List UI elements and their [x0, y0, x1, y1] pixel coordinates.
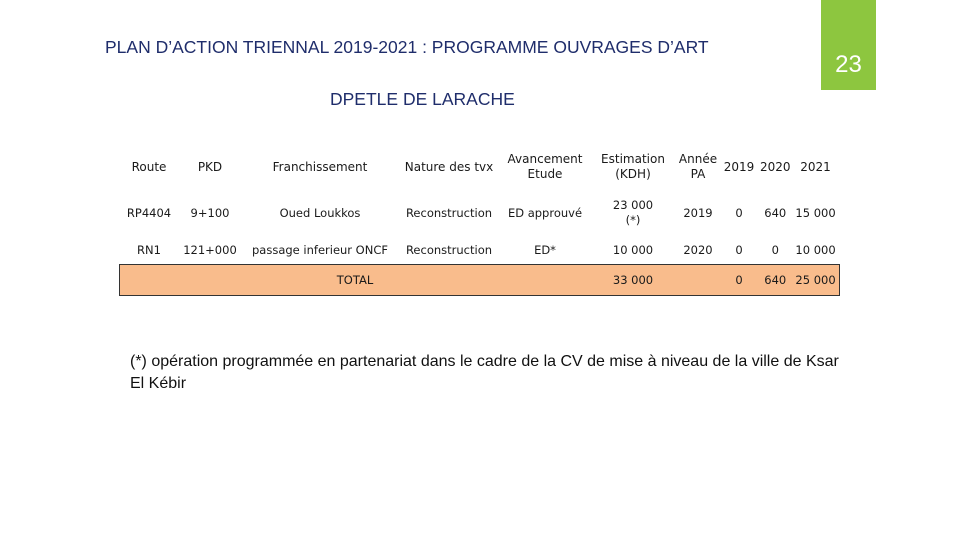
header-avancement-line1: Avancement — [507, 152, 583, 166]
total-annee — [676, 265, 720, 295]
header-annee-line2: PA — [690, 167, 706, 181]
page-number-badge — [821, 0, 876, 90]
cell-2021: 15 000 — [795, 205, 836, 220]
cell-estimation-value: 23 000 — [612, 198, 654, 212]
header-pkd: PKD — [197, 159, 223, 174]
cell-2019: 0 — [735, 205, 743, 220]
cell-estimation — [590, 191, 676, 235]
total-estimation: 33 000 — [590, 265, 676, 295]
table-row — [120, 191, 839, 235]
header-estimation — [590, 143, 676, 191]
header-nature: Nature des tvx — [404, 159, 494, 174]
header-estimation-line2: (KDH) — [615, 167, 651, 181]
cell-pkd: 9+100 — [190, 205, 230, 220]
header-annee-line1: Année — [678, 152, 718, 166]
cell-nature: Reconstruction — [405, 242, 493, 257]
table-header-row — [120, 143, 839, 191]
cell-2021: 10 000 — [795, 242, 836, 257]
cell-estimation-note: (*) — [625, 213, 641, 227]
cell-avancement: ED* — [534, 242, 556, 257]
header-franchissement: Franchissement — [272, 159, 368, 174]
header-2019: 2019 — [723, 159, 755, 174]
footnote: (*) opération programmée en partenariat dans le cadre de la CV de mise à niveau de la ville de Ksar El Kébir — [130, 353, 839, 392]
header-route: Route — [131, 159, 167, 174]
total-2021: 25 000 — [793, 265, 839, 295]
total-2019: 0 — [720, 265, 758, 295]
cell-avancement: ED approuvé — [507, 205, 583, 220]
header-2021: 2021 — [800, 159, 831, 174]
cell-estimation: 10 000 — [612, 242, 654, 257]
table-row — [120, 235, 839, 265]
slide-title: PLAN D’ACTION TRIENNAL 2019-2021 : PROGRAMME OUVRAGES D’ART — [105, 37, 709, 57]
total-2020: 640 — [758, 265, 793, 295]
cell-nature: Reconstruction — [405, 205, 493, 220]
cell-franchissement: passage inferieur ONCF — [252, 242, 388, 257]
header-annee — [676, 143, 720, 191]
header-2020: 2020 — [760, 159, 791, 174]
cell-2019: 0 — [735, 242, 743, 257]
ouvrages-table — [120, 143, 839, 295]
table-total-row — [120, 265, 839, 295]
cell-2020: 0 — [771, 242, 779, 257]
cell-2020: 640 — [764, 205, 787, 220]
header-estimation-line1: Estimation — [601, 152, 665, 166]
cell-annee: 2019 — [683, 205, 713, 220]
header-avancement-line2: Etude — [527, 167, 563, 181]
cell-franchissement: Oued Loukkos — [279, 205, 361, 220]
header-avancement — [500, 143, 590, 191]
cell-route: RN1 — [137, 242, 161, 257]
cell-annee: 2020 — [683, 242, 713, 257]
cell-pkd: 121+000 — [183, 242, 237, 257]
total-label: TOTAL — [120, 265, 590, 295]
cell-route: RP4404 — [126, 205, 172, 220]
page-number: 23 — [835, 51, 862, 78]
slide-subtitle: DPETLE DE LARACHE — [330, 89, 515, 109]
